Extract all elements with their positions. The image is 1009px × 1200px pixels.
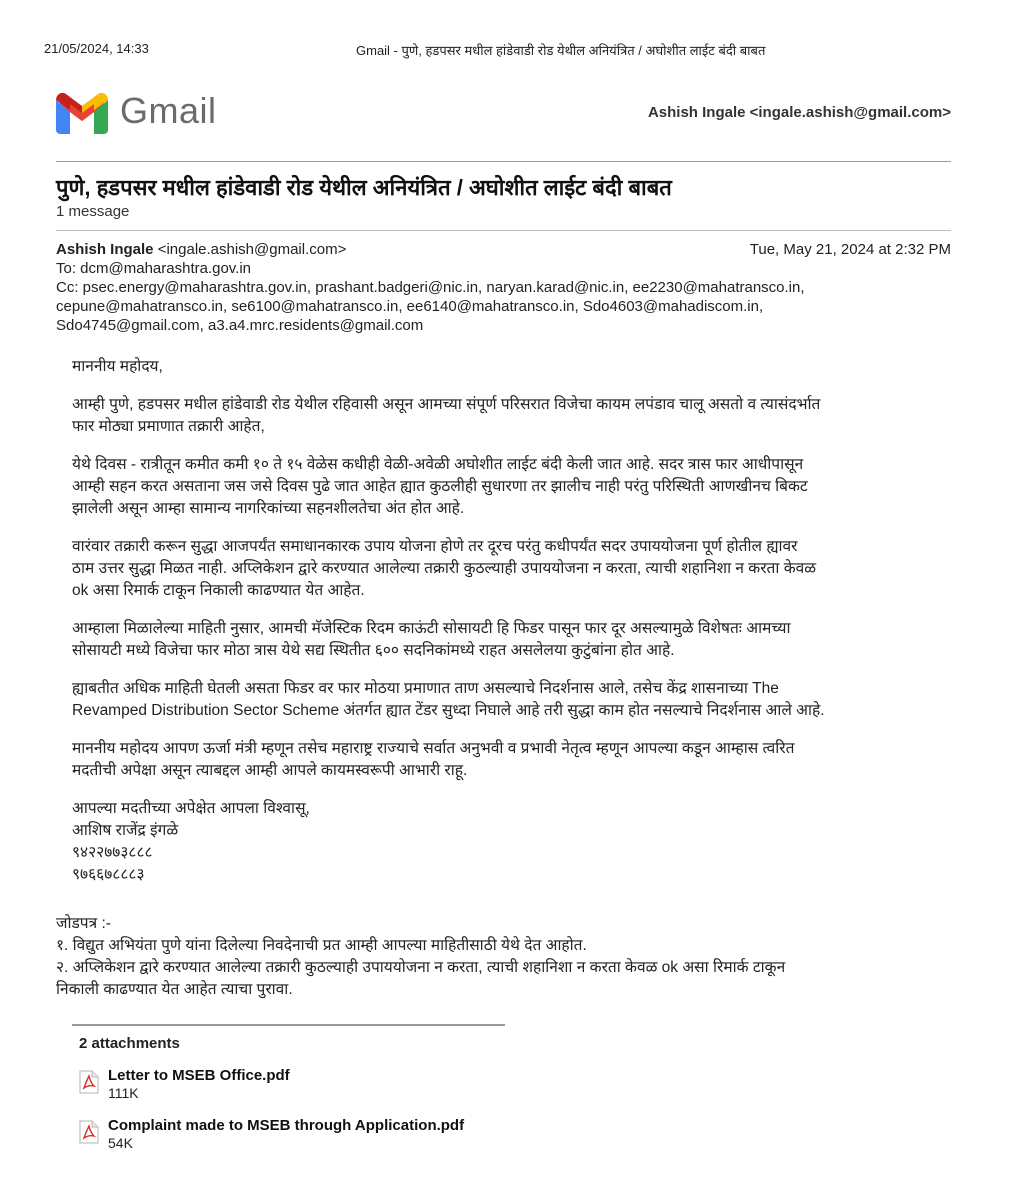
- body-line: Revamped Distribution Sector Scheme अंतर्गत ह्यात टेंडर सुध्दा निघाले आहे तरी सुद्धा काम होत नसल्याचे निदर्शनास आले आहे.: [72, 702, 825, 719]
- signature-phone: ९७६६७८८८३: [72, 866, 145, 883]
- body-paragraph: [72, 536, 942, 602]
- header-divider: [56, 161, 951, 162]
- attachments-count: 2 attachments: [79, 1035, 180, 1052]
- pdf-icon: [78, 1070, 100, 1094]
- body-line: वारंवार तक्रारी करून सुद्धा आजपर्यंत समाधानकारक उपाय योजना होणे तर दूरच परंतु कधीपर्यंत सदर उपाययोजना पूर्ण होतील ह्यावर: [72, 538, 798, 555]
- gmail-m-icon: [56, 92, 108, 134]
- signature-phone: ९४२२७७३८८८: [72, 844, 153, 861]
- body-line: झालेली असून आम्हा सामान्य नागरिकांच्या सहनशीलतेचा अंत होत आहे.: [72, 500, 465, 517]
- account-label: Ashish Ingale <ingale.ashish@gmail.com>: [647, 104, 951, 121]
- body-line: आम्ही पुणे, हडपसर मधील हांडेवाडी रोड येथील रहिवासी असून आमच्या संपूर्ण परिसरात विजेचा कायम लपंडाव चालू असतो व त्यासंदर्भात: [72, 396, 821, 413]
- body-line: येथे दिवस - रात्रीतून कमीत कमी १० ते १५ वेळेस कधीही वेळी-अवेळी अघोशीत लाईट बंदी केली जात आहे. सदर त्रास फार आधीपासून: [72, 456, 804, 473]
- body-line: आम्ही सहन करत असताना जस जसे दिवस पुढे जात आहेत ह्यात कुठलीही सुधारणा तर झालीच नाही परंतु परिस्थिती आणखीनच बिकट: [72, 478, 808, 495]
- body-paragraph: [72, 618, 942, 662]
- print-page-title: Gmail - पुणे, हडपसर मधील हांडेवाडी रोड येथील अनियंत्रित / अघोशीत लाईट बंदी बाबत: [356, 43, 766, 58]
- to-line: To: dcm@maharashtra.gov.in: [56, 260, 252, 277]
- body-paragraph: [72, 678, 942, 722]
- signature-line: आपल्या मदतीच्या अपेक्षेत आपला विश्वासू,: [72, 800, 310, 817]
- gmail-logo: [56, 90, 226, 134]
- body-line: मदतीची अपेक्षा असून त्याबद्दल आम्ही आपले कायमस्वरूपी आभारी राहू.: [72, 762, 468, 779]
- body-line: ठाम उत्तर सुद्धा मिळत नाही. अप्लिकेशन द्वारे करण्यात आलेल्या तक्रारी कुठल्याही उपाययोजना न करता, त्याची शहानिशा न करता केवळ: [72, 560, 816, 577]
- sender-email: <ingale.ashish@gmail.com>: [157, 241, 347, 258]
- cc-line: Sdo4745@gmail.com, a3.a4.mrc.residents@gmail.com: [56, 317, 424, 334]
- enclosure-item: २. अप्लिकेशन द्वारे करण्यात आलेल्या तक्रारी कुठल्याही उपाययोजना न करता, त्याची शहानिशा न करता केवळ ok असा रिमार्क टाकून: [56, 959, 786, 976]
- print-datetime: 21/05/2024, 14:33: [44, 41, 149, 56]
- attachment-size: 111K: [108, 1085, 139, 1101]
- sender-name: Ashish Ingale: [56, 241, 154, 258]
- signature: [72, 798, 942, 886]
- attachment-name[interactable]: Letter to MSEB Office.pdf: [108, 1067, 290, 1084]
- body-paragraph: [72, 454, 942, 520]
- message-header: [56, 240, 951, 335]
- enclosure-item: निकाली काढण्यात येत आहेत त्याचा पुरावा.: [56, 981, 293, 998]
- body-line: माननीय महोदय,: [72, 358, 163, 375]
- enclosures: [56, 913, 951, 1001]
- subject-divider: [56, 230, 951, 231]
- attachment-item[interactable]: [78, 1117, 678, 1157]
- attachment-size: 54K: [108, 1135, 133, 1151]
- message-count: 1 message: [56, 203, 130, 220]
- signature-name: आशिष राजेंद्र इंगळे: [72, 822, 179, 839]
- body-line: सोसायटी मध्ये विजेचा फार मोठा त्रास येथे सद्य स्थितीत ६०० सदनिकांमध्ये राहत असलेलया कुटुंबांना होत आहे.: [72, 642, 675, 659]
- attachments-divider: [72, 1024, 505, 1026]
- body-line: ह्याबतीत अधिक माहिती घेतली असता फिडर वर फार मोठया प्रमाणात ताण असल्याचे निदर्शनास आले, तसेच केंद्र शासनाच्या The: [72, 680, 779, 697]
- body-line: ok असा रिमार्क टाकून निकाली काढण्यात येत आहेत.: [72, 582, 365, 599]
- cc-line: Cc: psec.energy@maharashtra.gov.in, prashant.badgeri@nic.in, naryan.karad@nic.in, ee2230@mahatransco.in,: [56, 279, 805, 296]
- attachment-name[interactable]: Complaint made to MSEB through Application.pdf: [108, 1117, 465, 1134]
- message-body: [72, 356, 942, 886]
- body-paragraph: [72, 394, 942, 438]
- body-line: फार मोठ्या प्रमाणात तक्रारी आहेत,: [72, 418, 265, 435]
- attachment-item[interactable]: [78, 1067, 678, 1107]
- print-header: [0, 41, 1009, 63]
- enclosure-item: १. विद्युत अभियंता पुणे यांना दिलेल्या निवदेनाची प्रत आम्ही आपल्या माहितीसाठी येथे देत आहोत.: [56, 937, 587, 954]
- body-line: आम्हाला मिळालेल्या माहिती नुसार, आमची मॅजेस्टिक रिदम काऊंटी सोसायटी हि फिडर पासून फार दूर असल्यामुळे विशेषतः आमच्या: [72, 620, 791, 637]
- thread-subject: पुणे, हडपसर मधील हांडेवाडी रोड येथील अनियंत्रित / अघोशीत लाईट बंदी बाबत: [56, 175, 672, 200]
- sent-date: Tue, May 21, 2024 at 2:32 PM: [749, 241, 951, 258]
- body-line: माननीय महोदय आपण ऊर्जा मंत्री म्हणून तसेच महाराष्ट्र राज्याचे सर्वात अनुभवी व प्रभावी नेतृत्व म्हणून आपल्या कडून आम्हास त्वरित: [72, 740, 795, 757]
- gmail-wordmark: Gmail: [120, 90, 217, 131]
- enclosures-heading: जोडपत्र :-: [56, 915, 111, 932]
- pdf-icon: [78, 1120, 100, 1144]
- cc-line: cepune@mahatransco.in, se6100@mahatransco.in, ee6140@mahatransco.in, Sdo4603@mahadiscom.in,: [56, 298, 764, 315]
- salutation: [72, 356, 942, 378]
- body-paragraph: [72, 738, 942, 782]
